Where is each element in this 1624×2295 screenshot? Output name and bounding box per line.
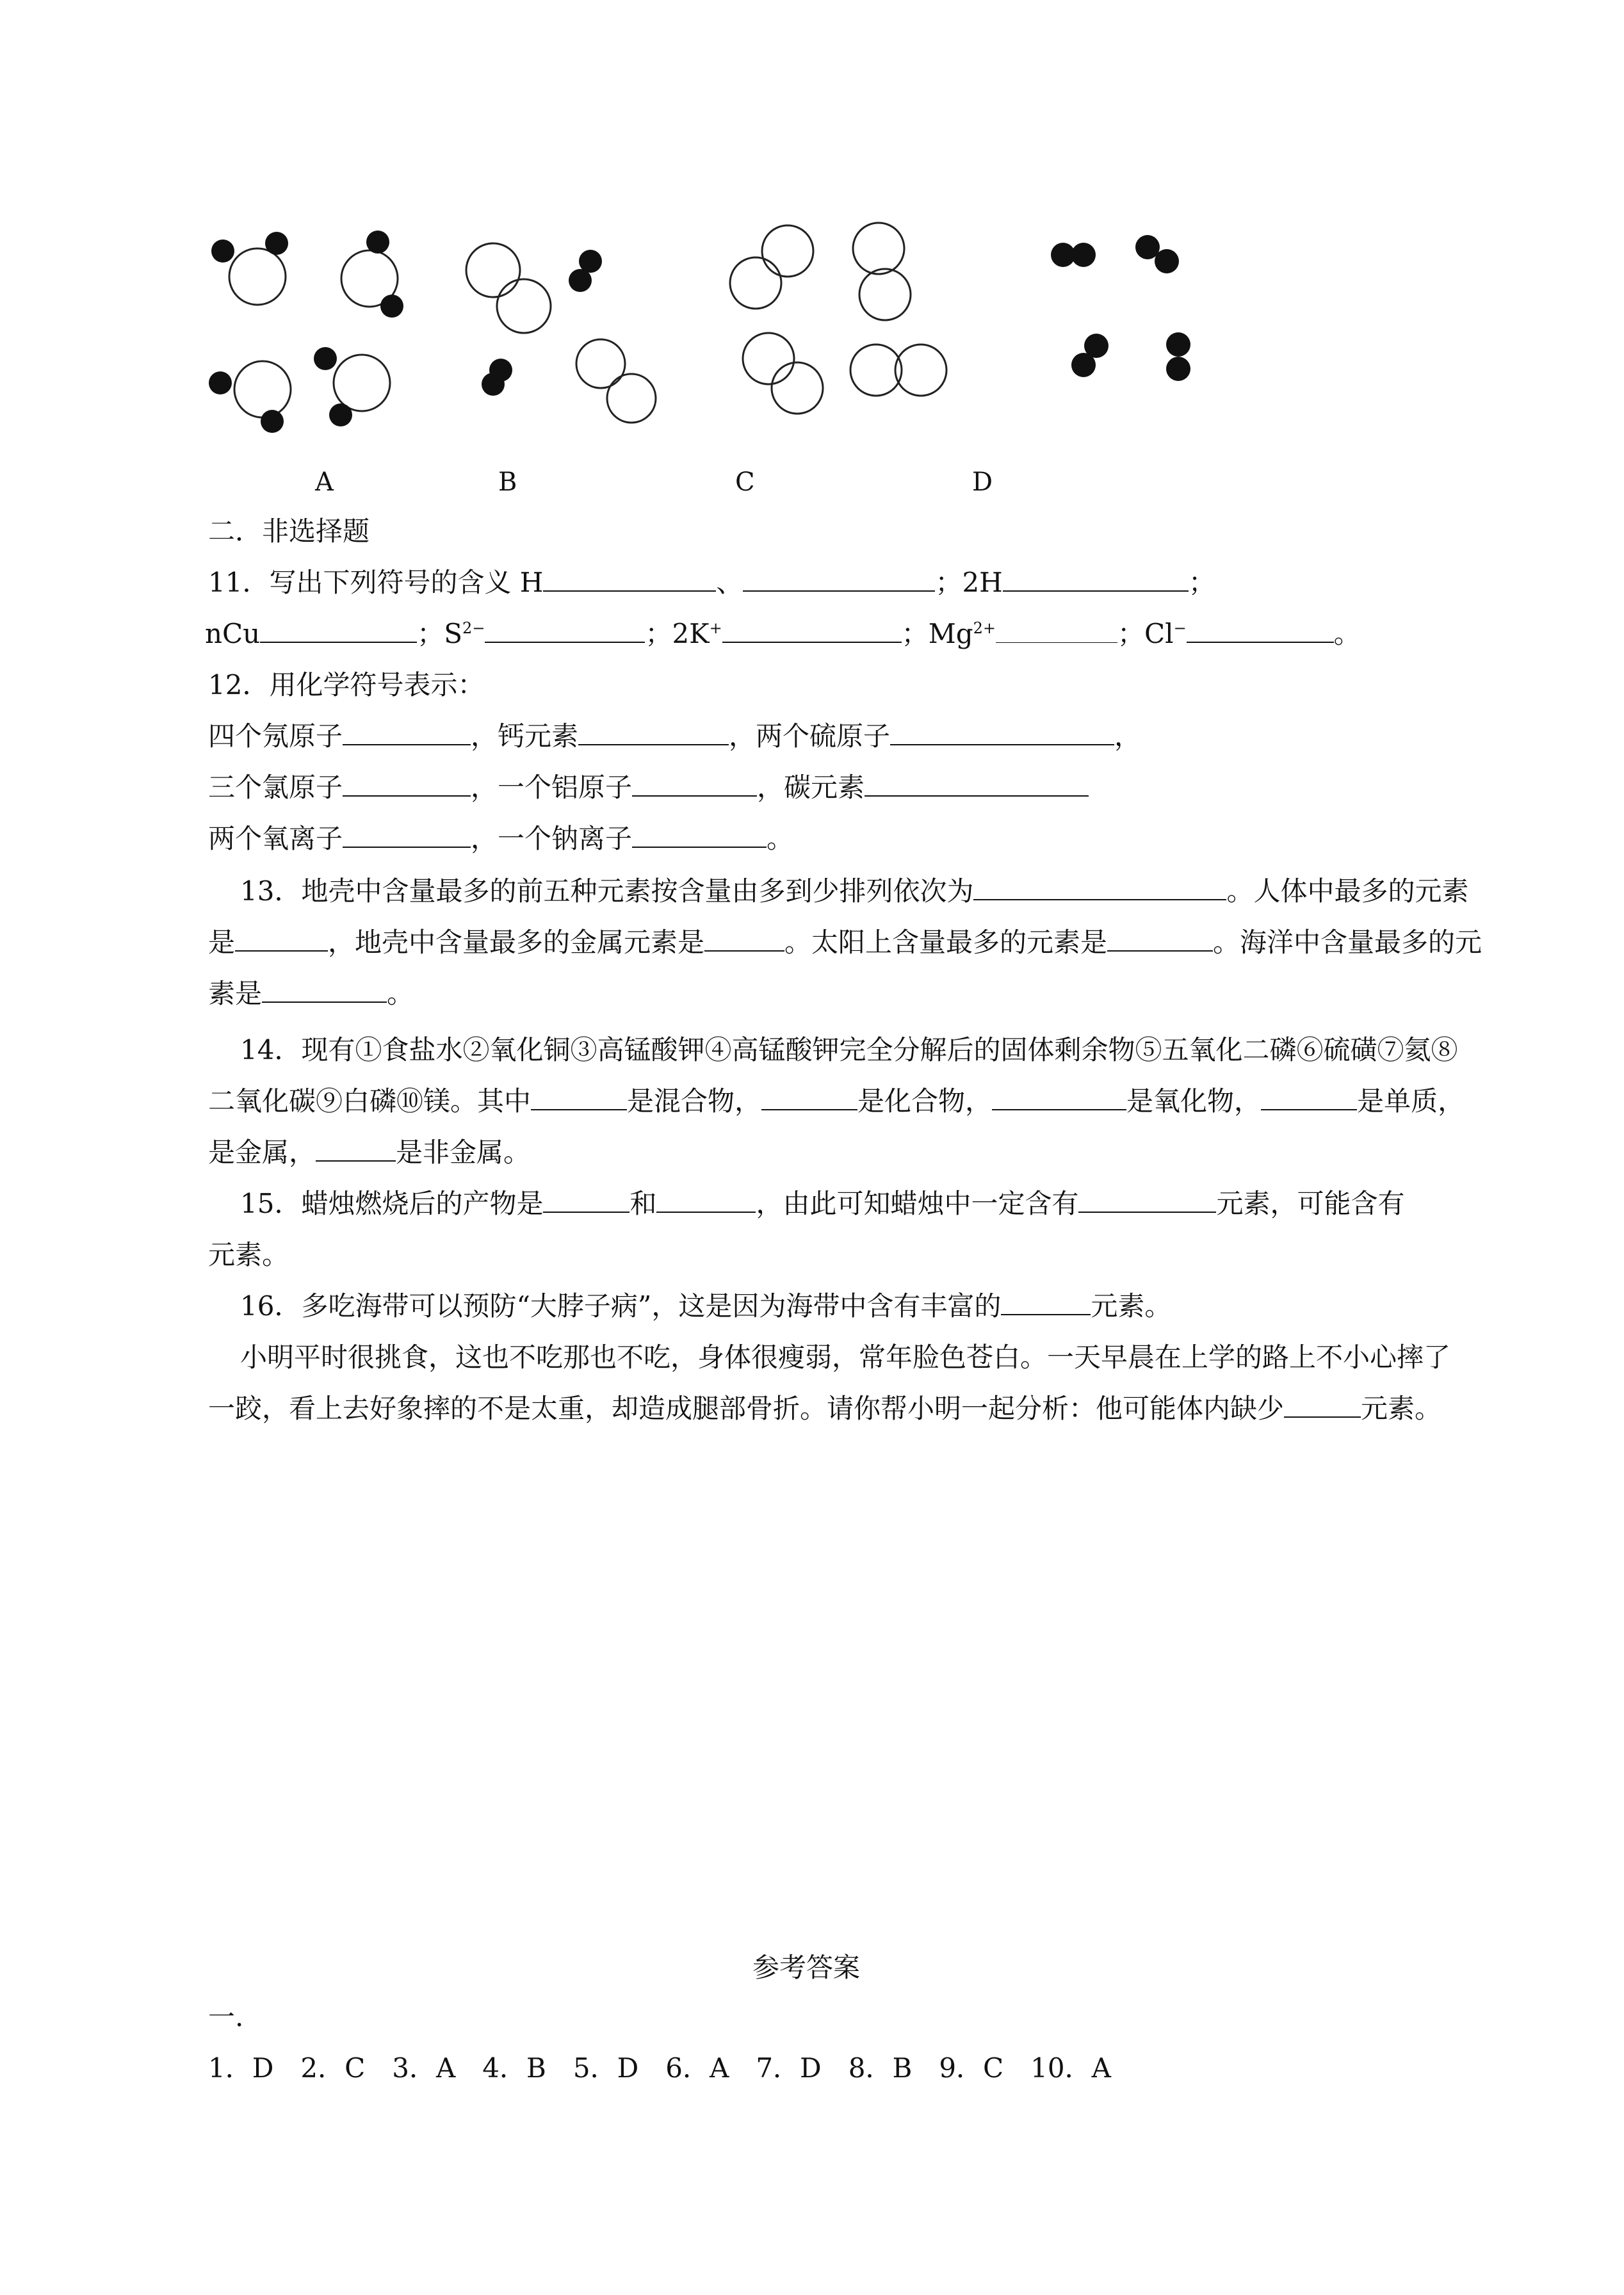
question-16-line-2: 小明平时很挑食，这也不吃那也不吃，身体很瘦弱，常年脸色苍白。一天早晨在上学的路上不小心摔了 bbox=[240, 1342, 1451, 1373]
section-heading: 二．非选择题 bbox=[208, 515, 370, 547]
answers-list: 1．D 2．C 3．A 4．B 5．D 6．A 7．D 8．B 9．C 10．A bbox=[208, 2052, 1111, 2084]
q15-p1: 15．蜡烛燃烧后的产物是 bbox=[240, 1188, 544, 1219]
q12-blank-8[interactable] bbox=[632, 823, 767, 848]
option-label-c: C bbox=[735, 467, 755, 497]
q11-semi-6: ； bbox=[1117, 618, 1144, 649]
q13-p6: 。海洋中含量最多的元 bbox=[1213, 927, 1482, 958]
q14-p3: 是混合物， bbox=[627, 1085, 762, 1117]
question-16-line-3 bbox=[208, 1390, 1441, 1428]
q14-blank-5[interactable] bbox=[316, 1137, 396, 1162]
q14-p7: 是金属， bbox=[208, 1137, 316, 1168]
q11-blank-1[interactable] bbox=[543, 567, 716, 592]
q13-p1: 13．地壳中含量最多的前五种元素按含量由多到少排列依次为 bbox=[240, 875, 974, 907]
q13-blank-3[interactable] bbox=[704, 927, 784, 952]
q15-p3: ，由此可知蜡烛中一定含有 bbox=[756, 1188, 1079, 1219]
q11-2k: 2K bbox=[672, 618, 710, 649]
q12-blank-5[interactable] bbox=[632, 772, 757, 797]
question-11-line-2 bbox=[205, 615, 1361, 653]
option-label-b: B bbox=[498, 467, 517, 497]
q12-l2b: ，一个铝原子 bbox=[471, 772, 633, 803]
option-label-a: A bbox=[315, 467, 334, 497]
question-13-line-3 bbox=[208, 975, 414, 1013]
q13-p4: ，地壳中含量最多的金属元素是 bbox=[328, 927, 705, 958]
q12-l1b: ，钙元素 bbox=[471, 720, 579, 752]
q16-p5: 元素。 bbox=[1361, 1393, 1442, 1424]
q14-p8: 是非金属。 bbox=[396, 1137, 531, 1168]
answers-title: 参考答案 bbox=[752, 1952, 861, 1983]
question-11-line-1 bbox=[208, 564, 1215, 602]
q11-blank-3[interactable] bbox=[1003, 567, 1189, 592]
q11-blank-8[interactable] bbox=[1187, 619, 1334, 643]
q15-p4: 元素，可能含有 bbox=[1216, 1188, 1405, 1219]
q15-blank-1[interactable] bbox=[543, 1188, 629, 1213]
q15-blank-2[interactable] bbox=[656, 1188, 756, 1213]
q13-p2: 。人体中最多的元素 bbox=[1226, 875, 1469, 907]
q14-blank-3[interactable] bbox=[992, 1086, 1126, 1110]
question-13-line-1 bbox=[240, 872, 1468, 911]
q14-blank-4[interactable] bbox=[1261, 1086, 1357, 1110]
q14-p6: 是单质， bbox=[1357, 1085, 1465, 1117]
q13-blank-5[interactable] bbox=[262, 978, 387, 1003]
q11-semi-4: ； bbox=[645, 618, 672, 649]
question-14-line-2 bbox=[208, 1082, 1465, 1121]
q11-mg: Mg bbox=[928, 618, 973, 649]
q11-semi-1: ； bbox=[935, 567, 962, 598]
q11-sep: 、 bbox=[716, 567, 743, 598]
q12-l2c: ，碳元素 bbox=[757, 772, 865, 803]
question-16-line-1 bbox=[240, 1287, 1171, 1326]
q13-blank-2[interactable] bbox=[235, 927, 328, 952]
question-12-line-1 bbox=[208, 717, 1141, 756]
q11-blank-6[interactable] bbox=[722, 619, 902, 643]
q11-s: S bbox=[444, 618, 463, 649]
q11-prefix: 11．写出下列符号的含义 H bbox=[208, 567, 544, 598]
q16-p4: 一跤，看上去好象摔的不是太重，却造成腿部骨折。请你帮小明一起分析：他可能体内缺少 bbox=[208, 1393, 1285, 1424]
q12-l1d: ， bbox=[1114, 720, 1142, 752]
q16-blank-2[interactable] bbox=[1284, 1393, 1361, 1418]
q12-blank-6[interactable] bbox=[865, 772, 1089, 797]
q11-cl-charge: − bbox=[1173, 619, 1187, 637]
q13-p7: 素是 bbox=[208, 978, 263, 1009]
q14-p5: 是氧化物， bbox=[1126, 1085, 1262, 1117]
q16-blank-1[interactable] bbox=[1001, 1291, 1091, 1315]
q15-p2: 和 bbox=[629, 1188, 657, 1219]
question-12-line-2 bbox=[208, 768, 1089, 807]
q14-blank-1[interactable] bbox=[531, 1086, 627, 1110]
q13-p5: 。太阳上含量最多的元素是 bbox=[784, 927, 1108, 958]
answers-section: 一. bbox=[208, 2001, 244, 2032]
question-13-line-2 bbox=[208, 923, 1482, 962]
q11-cl: Cl bbox=[1144, 618, 1174, 649]
q11-s-charge: 2− bbox=[462, 619, 485, 637]
q12-l2a: 三个氯原子 bbox=[208, 772, 343, 803]
q11-blank-5[interactable] bbox=[485, 619, 645, 643]
q13-p8: 。 bbox=[387, 978, 414, 1009]
q11-blank-4[interactable] bbox=[260, 619, 417, 643]
q12-l3a: 两个氧离子 bbox=[208, 823, 343, 854]
q14-p2: 二氧化碳⑨白磷⑩镁。其中 bbox=[208, 1085, 532, 1117]
q11-blank-2[interactable] bbox=[743, 567, 935, 592]
question-15-line-1 bbox=[240, 1185, 1405, 1223]
question-12-line-3 bbox=[208, 820, 793, 858]
q12-blank-3[interactable] bbox=[890, 721, 1114, 745]
q11-blank-7[interactable] bbox=[996, 619, 1117, 643]
molecule-diagram-svg bbox=[192, 211, 1249, 448]
q16-p1: 16．多吃海带可以预防“大脖子病”，这是因为海带中含有丰富的 bbox=[240, 1290, 1002, 1322]
q11-mg-charge: 2+ bbox=[973, 619, 996, 637]
q12-l3c: 。 bbox=[767, 823, 794, 854]
q11-2h: 2H bbox=[962, 567, 1003, 598]
question-12-title: 12．用化学符号表示： bbox=[208, 669, 485, 701]
q12-l3b: ，一个钠离子 bbox=[471, 823, 633, 854]
q14-p4: 是化合物， bbox=[857, 1085, 993, 1117]
q12-blank-7[interactable] bbox=[343, 823, 471, 848]
option-label-d: D bbox=[972, 467, 993, 497]
q11-end: 。 bbox=[1333, 618, 1361, 649]
q12-l1c: ，两个硫原子 bbox=[729, 720, 891, 752]
q12-blank-1[interactable] bbox=[343, 721, 471, 745]
q14-blank-2[interactable] bbox=[761, 1086, 857, 1110]
q11-semi-5: ； bbox=[901, 618, 929, 649]
q15-blank-3[interactable] bbox=[1078, 1188, 1216, 1213]
q12-l1a: 四个氖原子 bbox=[208, 720, 343, 752]
question-14-line-1: 14．现有①食盐水②氧化铜③高锰酸钾④高锰酸钾完全分解后的固体剩余物⑤五氧化二磷⑥硫磺⑦氦⑧ bbox=[240, 1034, 1458, 1066]
q11-ncu: nCu bbox=[205, 618, 261, 649]
molecule-diagram bbox=[192, 211, 1249, 448]
q12-blank-2[interactable] bbox=[578, 721, 729, 745]
question-15-line-2: 元素。 bbox=[208, 1239, 289, 1270]
q11-semi-2: ； bbox=[1188, 567, 1215, 598]
q11-k-charge: + bbox=[709, 619, 722, 637]
q12-blank-4[interactable] bbox=[343, 772, 471, 797]
q13-blank-4[interactable] bbox=[1107, 927, 1213, 952]
q16-p2: 元素。 bbox=[1091, 1290, 1172, 1322]
q11-semi-3: ； bbox=[417, 618, 444, 649]
q13-blank-1[interactable] bbox=[973, 876, 1226, 900]
q13-p3: 是 bbox=[208, 927, 236, 958]
question-14-line-3 bbox=[208, 1133, 530, 1172]
